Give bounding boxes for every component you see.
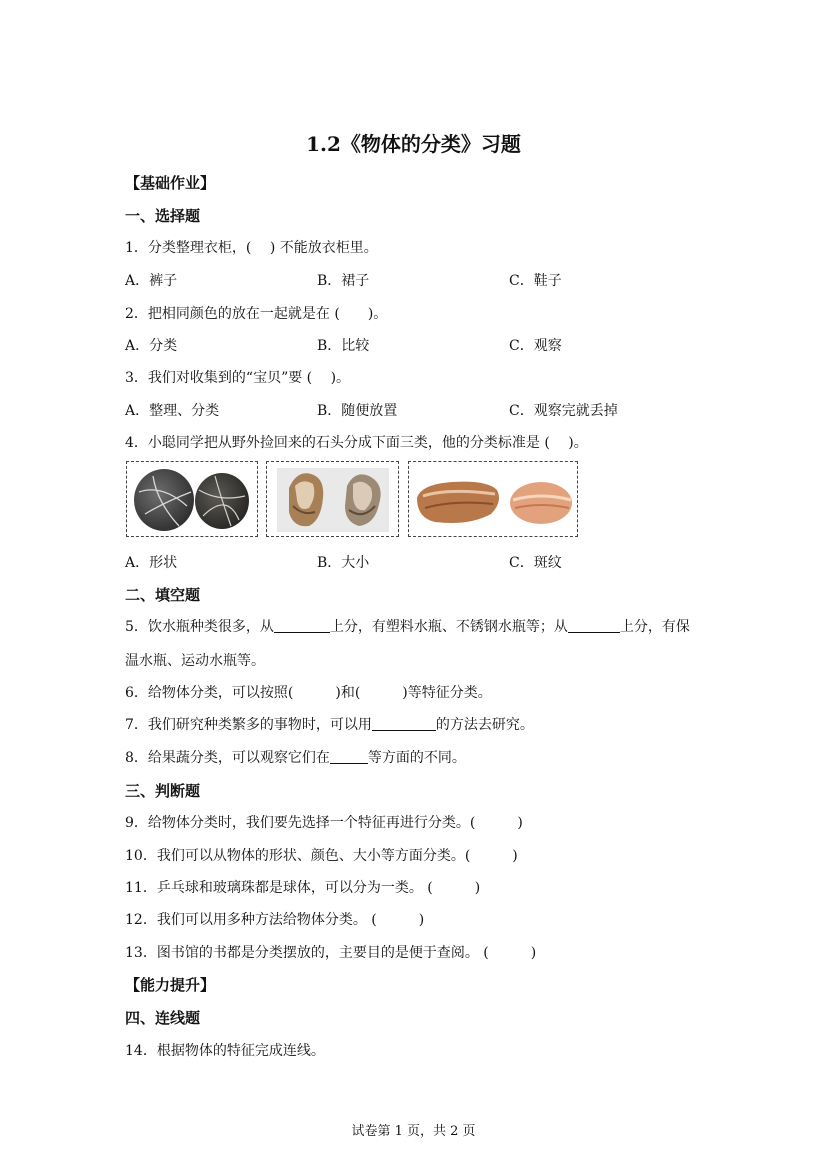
q1-option-b: B．裙子	[317, 273, 370, 289]
q4-option-c: C．斑纹	[509, 555, 562, 571]
q2-option-a: A．分类	[125, 338, 178, 354]
q2-option-b: B．比较	[317, 338, 370, 354]
section-true-false: 三、判断题	[125, 782, 201, 800]
question-12: 12．我们可以用多种方法给物体分类。 ( )	[125, 912, 425, 928]
question-7	[125, 714, 534, 734]
q4-option-b: B．大小	[317, 555, 370, 571]
stone-group-smooth	[408, 461, 578, 537]
q8-text-2: 等方面的不同。	[367, 750, 466, 766]
question-5-continued: 温水瓶、运动水瓶等。	[125, 653, 265, 669]
question-2: 2．把相同颜色的放在一起就是在 ( )。	[125, 306, 388, 322]
section-choice: 一、选择题	[125, 207, 201, 225]
stone-group-striped	[126, 461, 258, 537]
q1-option-c: C．鞋子	[509, 273, 562, 289]
q5-text-2: 上分，有塑料水瓶、不锈钢水瓶等；从	[329, 619, 568, 635]
question-9: 9．给物体分类时，我们要先选择一个特征再进行分类。( )	[125, 815, 523, 831]
q7-text-2: 的方法去研究。	[435, 717, 534, 733]
question-3: 3．我们对收集到的“宝贝”要 ( )。	[125, 370, 351, 386]
q5-text-3: 上分，有保	[619, 619, 690, 635]
q5-text-1: 5．饮水瓶种类很多，从	[125, 619, 274, 635]
q8-blank	[330, 749, 368, 764]
question-14: 14．根据物体的特征完成连线。	[125, 1043, 325, 1059]
smooth-stones-image	[409, 462, 577, 536]
question-10: 10．我们可以从物体的形状、颜色、大小等方面分类。( )	[125, 848, 518, 864]
section-fill-in: 二、填空题	[125, 586, 201, 604]
q5-blank-1	[274, 618, 330, 633]
q2-option-c: C．观察	[509, 338, 562, 354]
page-title: 1.2《物体的分类》习题	[306, 132, 521, 156]
question-6: 6．给物体分类，可以按照( )和( )等特征分类。	[125, 685, 492, 701]
question-1: 1．分类整理衣柜，( ) 不能放衣柜里。	[125, 240, 378, 256]
q7-text-1: 7．我们研究种类繁多的事物时，可以用	[125, 717, 372, 733]
question-13: 13．图书馆的书都是分类摆放的，主要目的是便于查阅。 ( )	[125, 945, 537, 961]
page-footer: 试卷第 1 页，共 2 页	[351, 1124, 476, 1139]
q7-blank	[372, 716, 436, 731]
rough-stones-image	[267, 462, 398, 536]
question-8	[125, 747, 466, 767]
question-5	[125, 616, 690, 636]
section-advanced: 【能力提升】	[125, 976, 216, 994]
question-11: 11．乒乓球和玻璃珠都是球体，可以分为一类。 ( )	[125, 880, 481, 896]
striped-stones-image	[127, 462, 257, 536]
q3-option-c: C．观察完就丢掉	[509, 403, 618, 419]
q1-option-a: A．裤子	[125, 273, 178, 289]
q3-option-a: A．整理、分类	[125, 403, 220, 419]
section-basic: 【基础作业】	[125, 174, 216, 192]
q3-option-b: B．随便放置	[317, 403, 398, 419]
section-matching: 四、连线题	[125, 1009, 201, 1027]
q8-text-1: 8．给果蔬分类，可以观察它们在	[125, 750, 330, 766]
q5-blank-2	[568, 618, 620, 633]
stone-group-rough	[266, 461, 399, 537]
question-4: 4．小聪同学把从野外捡回来的石头分成下面三类，他的分类标准是 ( )。	[125, 435, 588, 451]
q4-option-a: A．形状	[125, 555, 178, 571]
